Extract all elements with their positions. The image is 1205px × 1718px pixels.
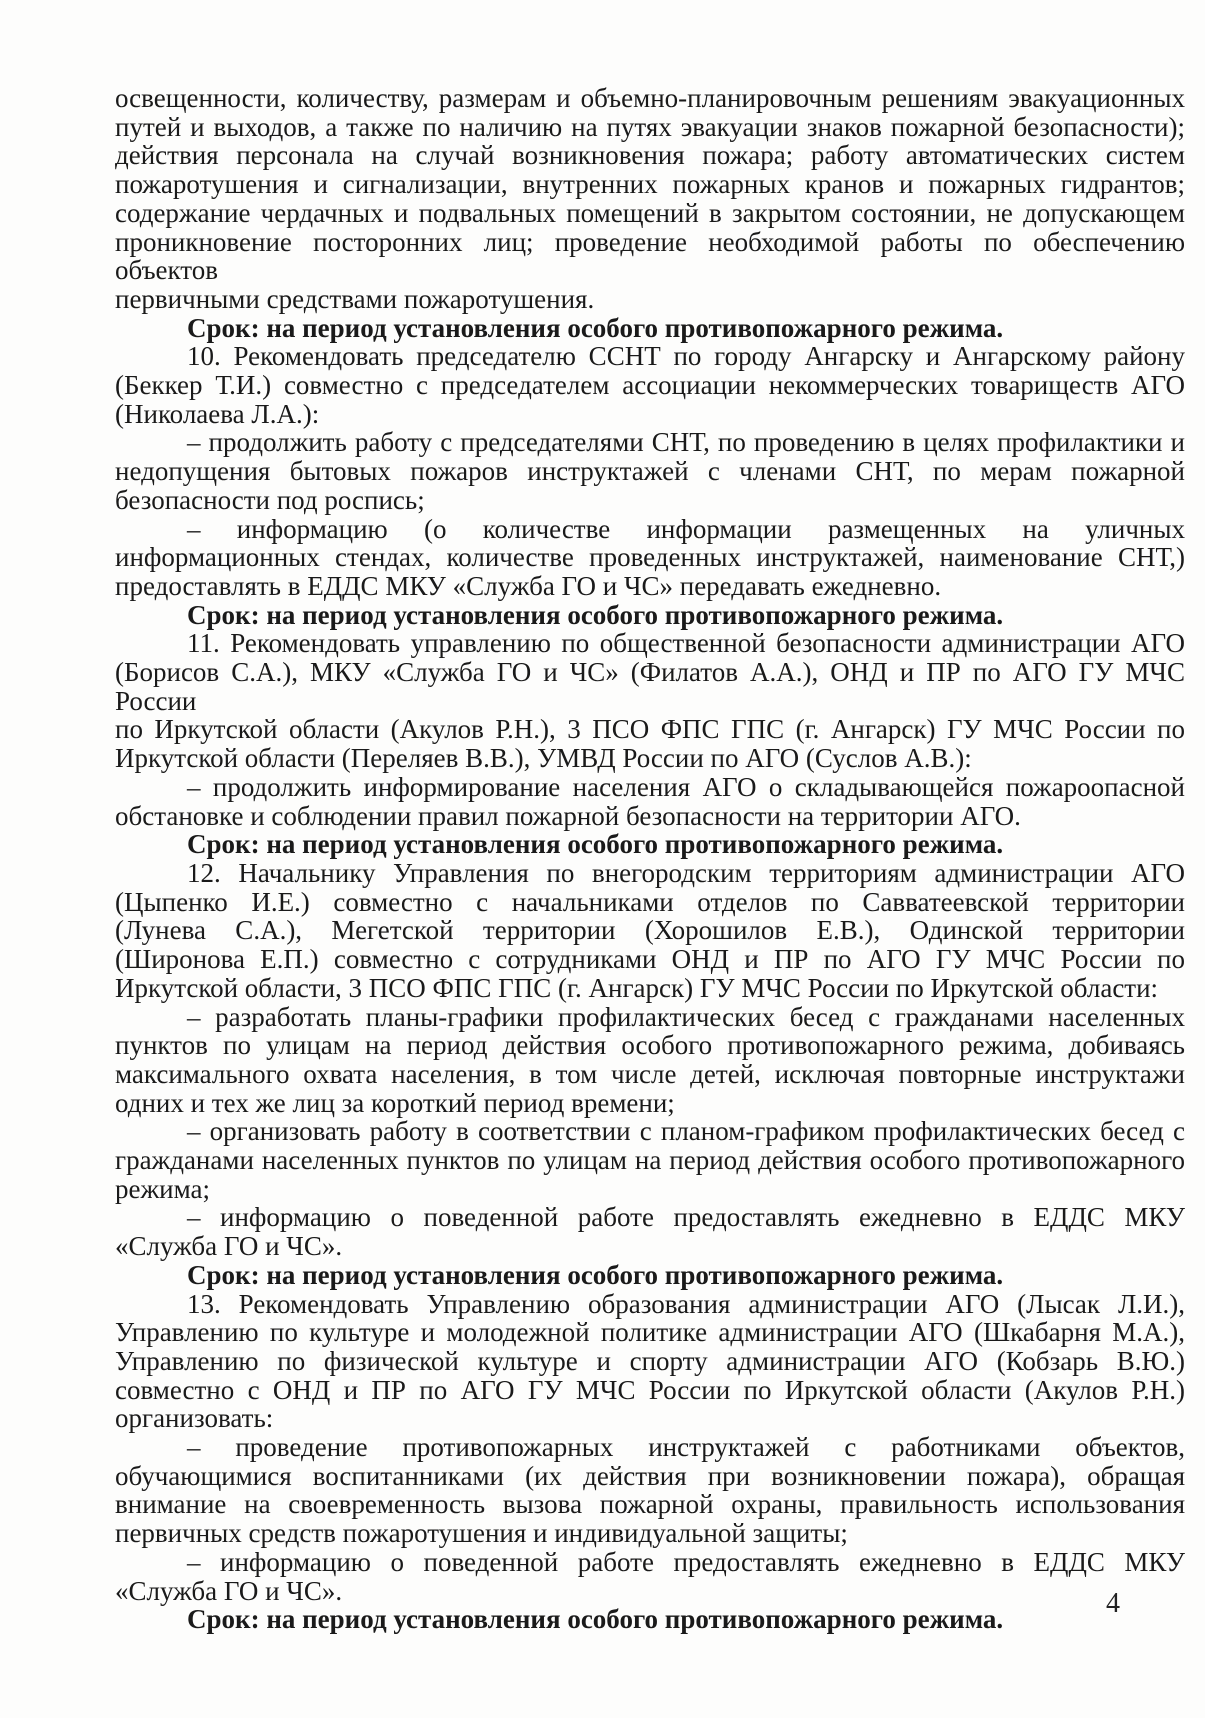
- text-line: 11. Рекомендовать управлению по общественной безопасности администрации АГО: [187, 628, 1185, 659]
- text-line: режима;: [115, 1173, 210, 1204]
- text-line: по Иркутской области (Акулов Р.Н.), 3 ПСО ФПС ГПС (г. Ангарск) ГУ МЧС России по: [115, 714, 1185, 745]
- text-line: путей и выходов, а также по наличию на путях эвакуации знаков пожарной безопасности);: [115, 111, 1185, 142]
- text-line: – информацию (о количестве информации размещенных на уличных: [187, 513, 1185, 544]
- text-line: Управлению по культуре и молодежной политике администрации АГО (Шкабарня М.А.),: [115, 1317, 1185, 1348]
- paragraph-deadline: [115, 1261, 1185, 1290]
- text-line: «Служба ГО и ЧС».: [115, 1575, 343, 1606]
- text-line: – продолжить работу с председателями СНТ, по проведению в целях профилактики и: [187, 427, 1185, 458]
- paragraph-numbered-item: [115, 859, 1185, 1003]
- paragraph-numbered-item: [115, 629, 1185, 773]
- text-line: пунктов по улицам на период действия особого противопожарного режима, добиваясь: [115, 1030, 1185, 1061]
- paragraph-dash-item: [115, 515, 1185, 601]
- text-line: – информацию о поведенной работе предоставлять ежедневно в ЕДДС МКУ: [187, 1546, 1185, 1577]
- text-line: гражданами населенных пунктов по улицам на период действия особого противопожарного: [115, 1145, 1185, 1176]
- text-line: (Широнова Е.П.) совместно с сотрудниками ОНД и ПР по АГО ГУ МЧС России по: [115, 944, 1185, 975]
- paragraph-body-continuation: [115, 84, 1185, 314]
- paragraph-deadline: [115, 601, 1185, 630]
- text-line: проникновение посторонних лиц; проведение необходимой работы по обеспечению объектов: [115, 226, 1185, 286]
- text-line: 10. Рекомендовать председателю ССНТ по городу Ангарску и Ангарскому району: [187, 341, 1185, 372]
- text-line: Управлению по физической культуре и спорту администрации АГО (Кобзарь В.Ю.): [115, 1345, 1185, 1376]
- paragraph-deadline: [115, 830, 1185, 859]
- paragraph-dash-item: [115, 1548, 1185, 1605]
- text-line: предоставлять в ЕДДС МКУ «Служба ГО и ЧС» передавать ежедневно.: [115, 570, 942, 601]
- text-line: недопущения бытовых пожаров инструктажей с членами СНТ, по мерам пожарной: [115, 456, 1185, 487]
- paragraph-deadline: [115, 314, 1185, 343]
- text-line: (Беккер Т.И.) совместно с председателем ассоциации некоммерческих товариществ АГО: [115, 370, 1185, 401]
- text-line: освещенности, количеству, размерам и объемно-планировочным решениям эвакуационных: [115, 84, 1185, 113]
- text-line: внимание на своевременность вызова пожарной охраны, правильность использования: [115, 1489, 1185, 1520]
- text-line: – продолжить информирование населения АГО о складывающейся пожароопасной: [187, 771, 1185, 802]
- text-line: Иркутской области (Переляев В.В.), УМВД России по АГО (Суслов А.В.):: [115, 743, 972, 774]
- text-line: Срок: на период установления особого противопожарного режима.: [187, 1259, 1004, 1290]
- text-line: – проведение противопожарных инструктажей с работниками объектов,: [187, 1432, 1185, 1463]
- text-line: 12. Начальнику Управления по внегородским территориям администрации АГО: [187, 857, 1185, 888]
- text-line: обстановке и соблюдении правил пожарной безопасности на территории АГО.: [115, 800, 1021, 831]
- text-line: «Служба ГО и ЧС».: [115, 1231, 343, 1262]
- text-line: Срок: на период установления особого противопожарного режима.: [187, 829, 1004, 860]
- paragraph-dash-item: [115, 1003, 1185, 1118]
- paragraph-numbered-item: [115, 1290, 1185, 1434]
- text-line: Срок: на период установления особого противопожарного режима.: [187, 1604, 1004, 1634]
- text-line: информационных стендах, количестве проведенных инструктажей, наименование СНТ,): [115, 542, 1185, 573]
- text-line: Срок: на период установления особого противопожарного режима.: [187, 312, 1004, 343]
- text-line: безопасности под роспись;: [115, 484, 425, 515]
- text-line: совместно с ОНД и ПР по АГО ГУ МЧС России по Иркутской области (Акулов Р.Н.): [115, 1374, 1185, 1405]
- text-line: (Борисов С.А.), МКУ «Служба ГО и ЧС» (Филатов А.А.), ОНД и ПР по АГО ГУ МЧС России: [115, 657, 1185, 716]
- paragraph-dash-item: [115, 428, 1185, 514]
- page-number: 4: [1106, 1588, 1120, 1619]
- text-line: организовать:: [115, 1403, 274, 1434]
- text-line: одних и тех же лиц за короткий период времени;: [115, 1087, 675, 1118]
- text-line: (Цыпенко И.Е.) совместно с начальниками отделов по Савватеевской территории: [115, 886, 1185, 917]
- text-line: первичных средств пожаротушения и индивидуальной защиты;: [115, 1518, 848, 1549]
- document-body: [115, 84, 1185, 1634]
- paragraph-deadline: [115, 1605, 1185, 1634]
- text-line: Срок: на период установления особого противопожарного режима.: [187, 599, 1004, 630]
- text-line: максимального охвата населения, в том числе детей, исключая повторные инструктажи: [115, 1058, 1185, 1089]
- text-line: действия персонала на случай возникновения пожара; работу автоматических систем: [115, 140, 1185, 171]
- text-line: обучающимися воспитанниками (их действия при возникновении пожара), обращая: [115, 1460, 1185, 1491]
- text-line: (Лунева С.А.), Мегетской территории (Хорошилов Е.В.), Одинской территории: [115, 915, 1185, 946]
- text-line: – организовать работу в соответствии с планом-графиком профилактических бесед с: [187, 1116, 1185, 1147]
- text-line: (Николаева Л.А.):: [115, 398, 320, 429]
- paragraph-dash-item: [115, 1433, 1185, 1548]
- text-line: – разработать планы-графики профилактических бесед с гражданами населенных: [187, 1001, 1185, 1032]
- text-line: первичными средствами пожаротушения.: [115, 283, 595, 314]
- text-line: пожаротушения и сигнализации, внутренних пожарных кранов и пожарных гидрантов;: [115, 169, 1185, 200]
- paragraph-dash-item: [115, 1203, 1185, 1260]
- text-line: содержание чердачных и подвальных помещений в закрытом состоянии, не допускающем: [115, 197, 1185, 228]
- text-line: Иркутской области, 3 ПСО ФПС ГПС (г. Ангарск) ГУ МЧС России по Иркутской области:: [115, 972, 1159, 1003]
- text-line: – информацию о поведенной работе предоставлять ежедневно в ЕДДС МКУ: [187, 1202, 1185, 1233]
- paragraph-numbered-item: [115, 342, 1185, 428]
- text-line: 13. Рекомендовать Управлению образования администрации АГО (Лысак Л.И.),: [187, 1288, 1185, 1319]
- paragraph-dash-item: [115, 1117, 1185, 1203]
- paragraph-dash-item: [115, 773, 1185, 830]
